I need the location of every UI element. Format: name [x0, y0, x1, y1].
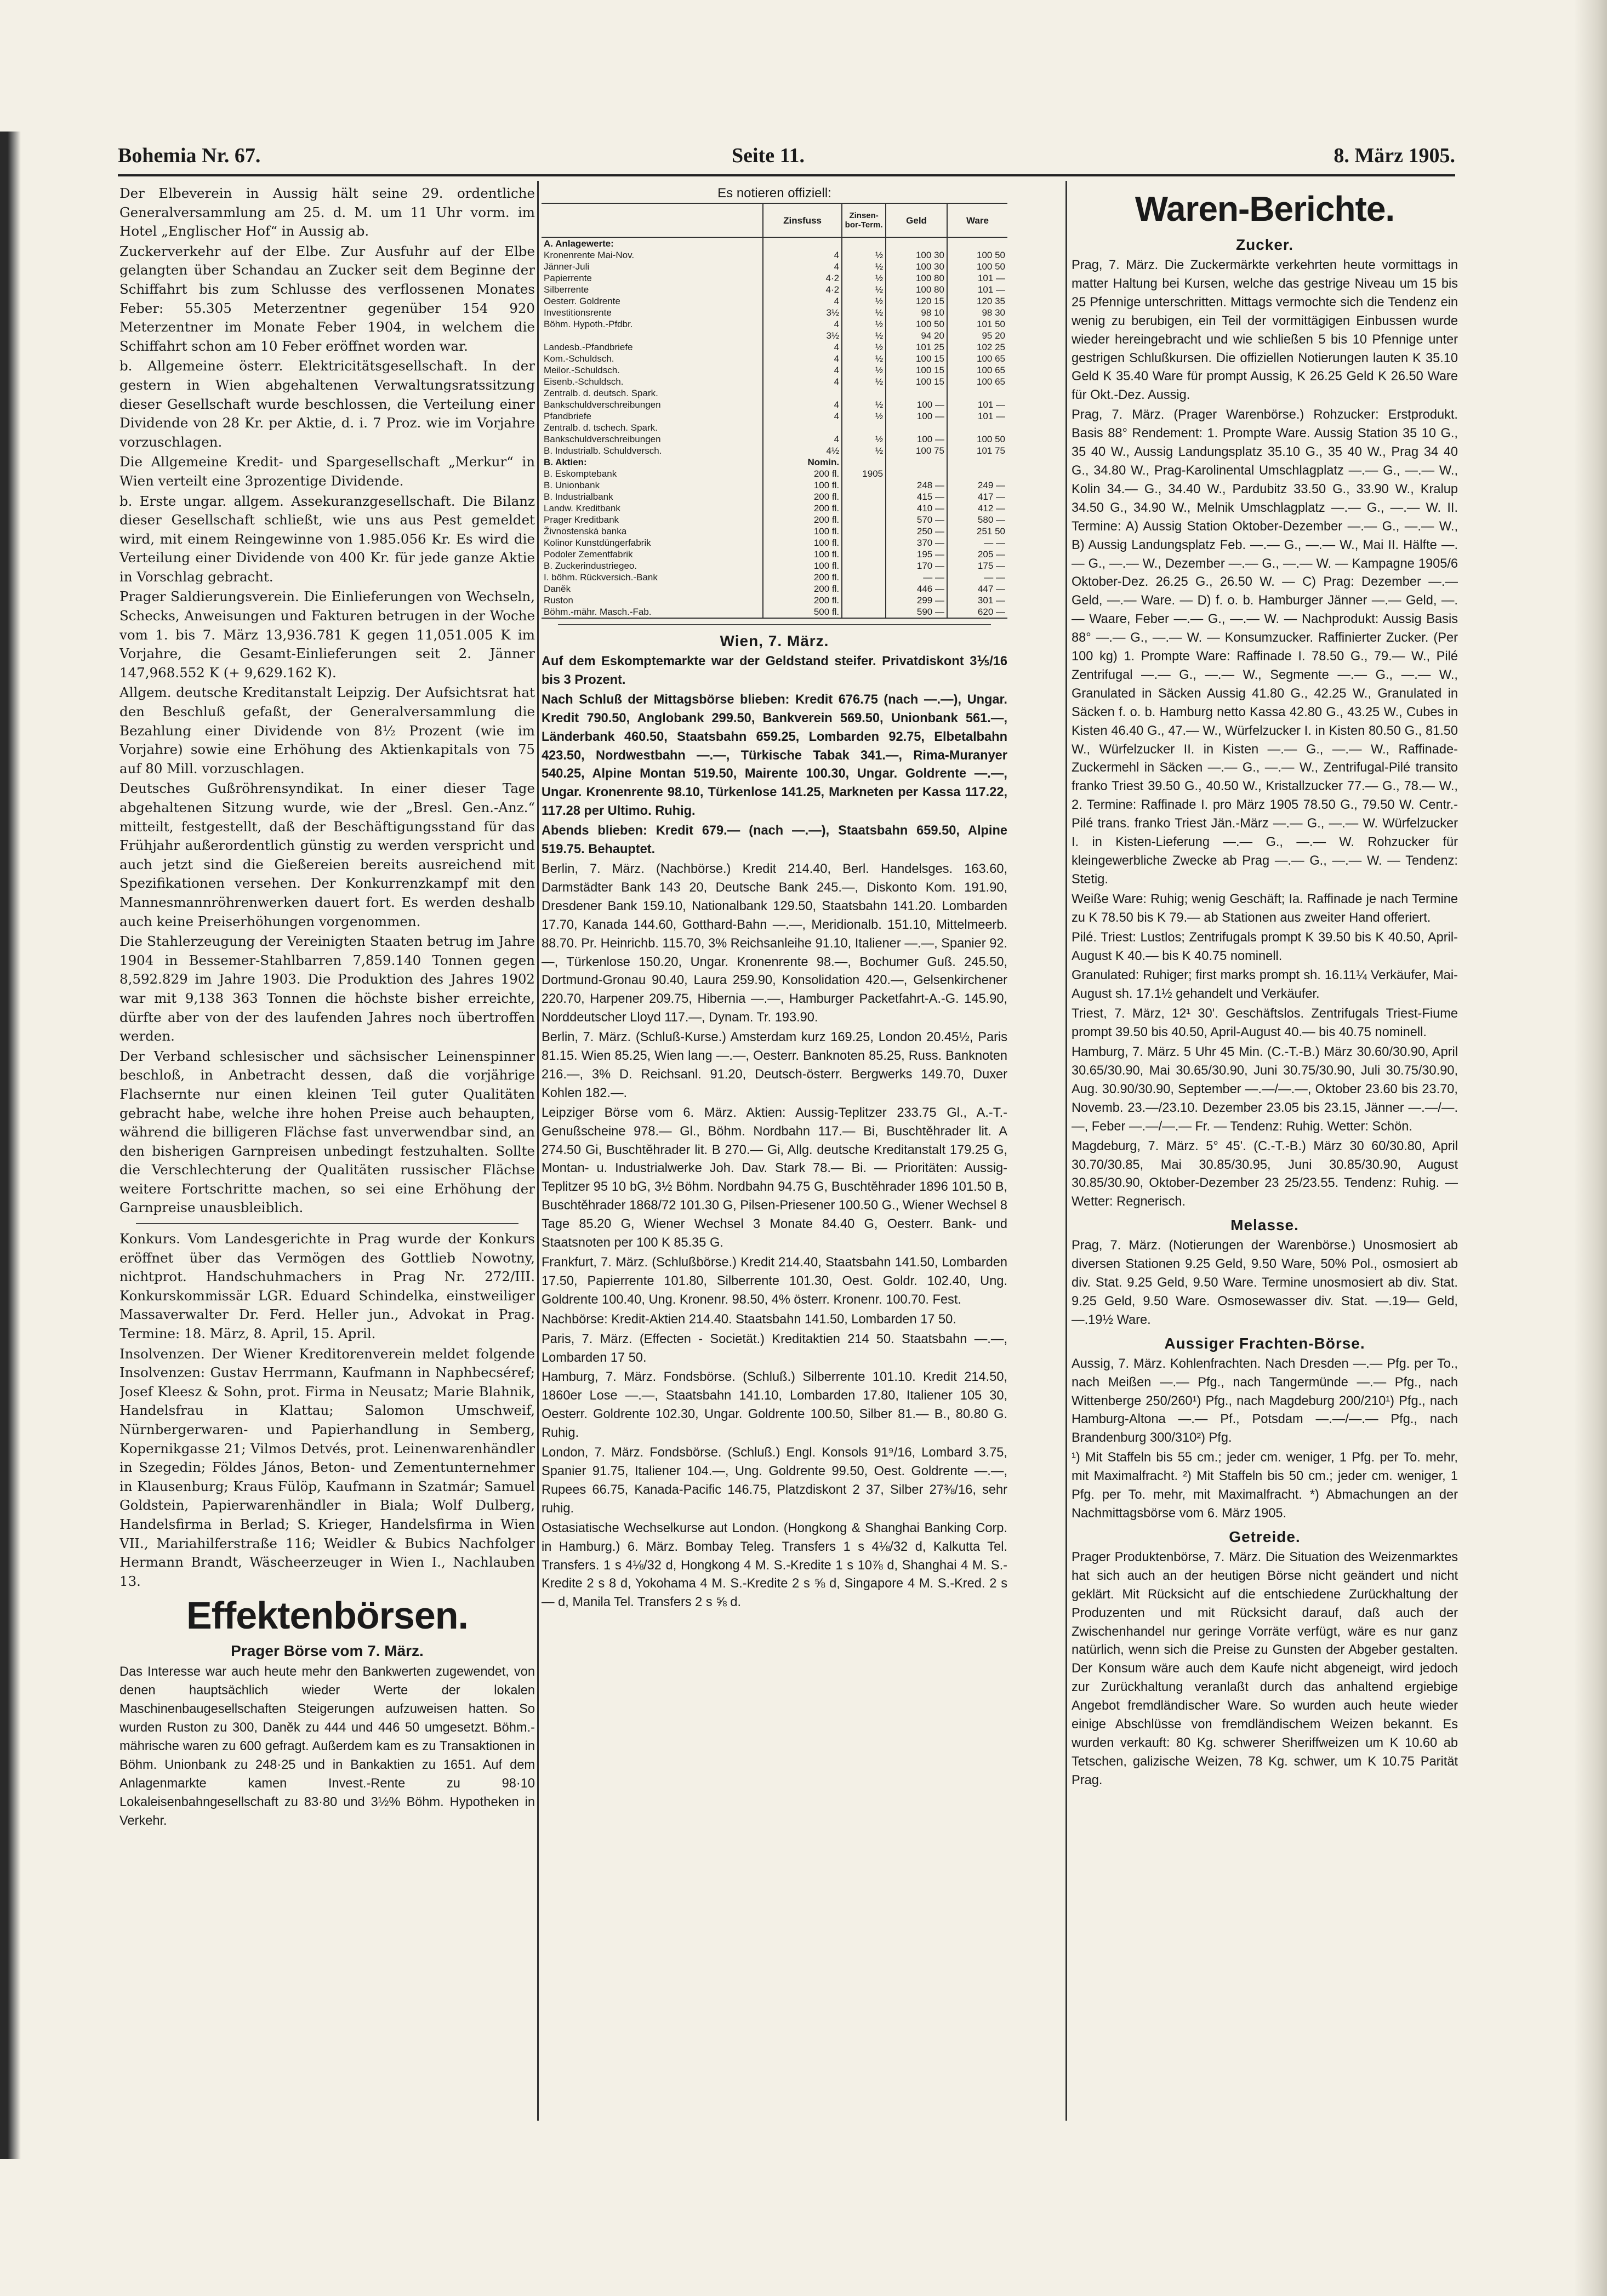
quote-ware: 301 —	[947, 595, 1007, 606]
quote-geld: 446 —	[886, 583, 947, 595]
quote-rate: 4	[763, 295, 842, 307]
zucker-granulated: Granulated: Ruhiger; first marks prompt sh. 16.11¼ Verkäufer, Mai-August sh. 17.1½ gehandelt und Verkäufer.	[1072, 968, 1458, 1002]
quote-rate: 4	[763, 433, 842, 445]
column-3	[1072, 184, 1458, 2124]
quote-row	[542, 433, 1007, 445]
quote-geld: 94 20	[886, 330, 947, 341]
quote-ware: 580 —	[947, 514, 1007, 526]
zucker-heading: Zucker.	[1235, 236, 1294, 253]
quote-geld: 100 —	[886, 399, 947, 410]
wien-heading: Wien, 7. März.	[720, 632, 829, 649]
quote-rate: 100 fl.	[763, 479, 842, 491]
section-title-effektenboersen: Effektenbörsen.	[186, 1594, 468, 1637]
quote-term	[842, 537, 886, 549]
quotes-header-term: Zinsen-bor-Term.	[842, 203, 886, 237]
melasse-text: Prag, 7. März. (Notierungen der Warenbörse.) Unosmosiert ab diversen Stationen 9.25 Geld, 9.50 Ware, 50% Pol., osmosiert ab div. Stat. 9.25 Geld, 9.50 Ware. Termine unosmosiert ab div. Stat. 9.25 Geld, 9.50 Ware. Osmosewasser div. Stat. —.19— Geld, —.19½ Ware.	[1072, 1238, 1458, 1327]
wien-text: Nach Schluß der Mittagsbörse blieben: Kredit 676.75 (nach —.—), Ungar. Kredit 790.50, Anglobank 299.50, Bankverein 569.50, Unionbank 561.—, Länderbank 460.50, Staatsbahn 659.25, Lombarden 92.75, Elbetalbahn 423.50, Nordwestbahn —.—, Türkische Tabak 341.—, Rima-Muranyer 540.25, Alpine Montan 519.50, Mairente 100.30, Ungar. Goldrente —.—, Ungar. Kronenrente 98.10, Türkenlose 141.25, Markneten per Kassa 117.22, 117.28 per Ultimo. Ruhig.	[542, 692, 1007, 819]
article-zuckerverkehr: Zuckerverkehr auf der Elbe. Zur Ausfuhr auf der Elbe gelangten über Schandau an Zucker seit dem Beginne der Schiffahrt bis zum Schlusse des verflossenen Monates Feber: 55.305 Meterzentner gegenüber 154 920 Meterzentner im Monate Feber 1904, in welchem die Schiffahrt schon am 10 Feber eröffnet worden war.	[119, 243, 535, 354]
quote-name: B. Industrialb. Schuldversch.	[544, 446, 662, 456]
quote-row	[542, 272, 1007, 284]
quote-term: ½	[842, 318, 886, 330]
quote-ware: 100 50	[947, 433, 1007, 445]
quote-ware: 101 —	[947, 410, 1007, 422]
quote-ware: 98 30	[947, 307, 1007, 318]
quote-term: ½	[842, 353, 886, 364]
quote-row	[542, 387, 1007, 399]
header-page-number: Seite 11.	[732, 144, 805, 167]
quote-row	[542, 456, 1007, 468]
quote-rate: 200 fl.	[763, 514, 842, 526]
quote-geld: 248 —	[886, 479, 947, 491]
zucker-warenboerse: Prag, 7. März. (Prager Warenbörse.) Rohzucker: Erstprodukt. Basis 88° Rendement: 1. Prompte Ware. Aussig Station 35 10 G., 35 40 W., Aussig Landungsplatz 35.10 G., 35 40 W., Prag 34 40 G., 34.80 W., Prag-Karolinental Umschlagplatz —.— G., —.— W., Kolin 34.— G., 34.40 W., Pardubitz 33.50 G., 33.90 W., Kralup 34.50 G., 34.90 W., Melnik Umschlagplatz —.— G., —.— W. II. Termine: A) Aussig Station Oktober-Dezember —.— G., —.— W., B) Aussig Landungsplatz Feb. —.— G., —.— W., Mai II. Hälfte —.— G., —.— W., Dezember —.— G., —.— W. — Kampagne 1905/6 Oktober-Dez. 26.25 G., 26.50 W. — C) Prag: Dezember —.— Geld, —.— Ware. — D) f. o. b. Hamburger Jänner —.— Geld, —.— Waare, Feber —.— G., —.— W. — Nachprodukt: Aussig Basis 88° —.— G., —.— W. — Konsumzucker. Raffinierter Zucker. (Per 100 kg) 1. Prompte Ware: Raffinade I. 78.50 G., 79.— W., Pilé Zentrifugal —.— G., —.— W., Segmente —.— G., —.— W., Granulated in Säcken Aussig 41.80 G., 42.25 W., Granulated in Säcken f. o. b. Hamburg netto Kassa 42.80 G., 43.25 W., Cubes in Kisten 46.40 G., 47.— W., Würfelzucker I. in Kisten 80.50 G., 81.50 W., Würfelzucker II. in Kisten —.— G., —.— W., Raffinade-Zuckermehl in Säcken —.— G., —.— W., Zentrifugal-Pilé transito franko Triest 39.50 G., 40.50 W., Kristallzucker 77.— G., 78.— W., 2. Termine: Raffinade I. pro März 1905 78.50 G., 79.50 W. Centr.-Pilé trans. franko Triest Jän.-März —.— G., —.— W. Würfelzucker I. in Kisten-Lieferung —.— G., —.— W. Rohzucker für kleingewerbliche Zwecke ab Prag —.— G., —.— W. — Tendenz: Stetig.	[1072, 408, 1458, 887]
quote-ware: 417 —	[947, 491, 1007, 502]
quote-name: Oesterr. Goldrente	[544, 296, 620, 306]
quote-term: ½	[842, 433, 886, 445]
quote-row	[542, 261, 1007, 272]
quote-rate: 4	[763, 261, 842, 272]
hamburg: Hamburg, 7. März. Fondsbörse. (Schluß.) Silberrente 101.10. Kredit 214.50, 1860er Lose —.—, Staatsbahn 141.10, Lombarden 17.80, Italiener 105 30, Oesterr. Goldrente 102.30, Ungar. Goldrente 100.50, Silber 81.— B., 80.80 G. Ruhig.	[542, 1370, 1007, 1441]
quotes-table-body	[542, 237, 1007, 618]
quote-term: ½	[842, 330, 886, 341]
article-elbeverein: Der Elbeverein in Aussig hält seine 29. ordentliche Generalversammlung am 25. d. M. um 11 Uhr vorm. im Hotel „Englischer Hof“ in Aussig ab.	[119, 185, 535, 239]
quote-ware	[947, 422, 1007, 433]
frankfurt: Frankfurt, 7. März. (Schlußbörse.) Kredit 214.40, Staatsbahn 141.50, Lombarden 17.50, Papierrente 101.80, Silberrente 101.30, Oest. Goldr. 102.40, Ung. Goldrente 100.40, Ung. Kronenr. 98.50, 4% österr. Kronenr. 100.70. Fest.	[542, 1255, 1007, 1307]
frachten-notes: ¹) Mit Staffeln bis 55 cm.; jeder cm. weniger, 1 Pfg. per To. mehr, mit Maximalfracht. ²) Mit Staffeln bis 50 cm.; jeder cm. weniger, 1 Pfg. per To. mehr, mit Maximalfracht. *) Abmachungen an der Nachmittagsbörse vom 6. März 1905.	[1072, 1450, 1458, 1521]
quotes-table-caption: Es notieren offiziell:	[717, 186, 831, 201]
getreide-heading: Getreide.	[1229, 1528, 1301, 1545]
quote-name: I. böhm. Rückversich.-Bank	[544, 572, 658, 582]
quote-rate: 100 fl.	[763, 549, 842, 560]
quote-name: Prager Kreditbank	[544, 515, 619, 525]
quote-row	[542, 514, 1007, 526]
header-rule	[118, 174, 1455, 176]
quote-rate: 100 fl.	[763, 526, 842, 537]
quote-rate	[763, 237, 842, 249]
quote-row	[542, 295, 1007, 307]
quote-ware: 100 65	[947, 376, 1007, 387]
column-rule-2	[1065, 181, 1067, 2121]
quote-rate: Nomin.	[763, 456, 842, 468]
divider	[558, 624, 991, 625]
quote-ware: — —	[947, 572, 1007, 583]
quote-geld: 100 15	[886, 376, 947, 387]
quote-name: Papierrente	[544, 273, 592, 283]
quote-row	[542, 237, 1007, 249]
quote-ware: 100 65	[947, 364, 1007, 376]
article-kreditanstalt-leipzig: Allgem. deutsche Kreditanstalt Leipzig. Der Aufsichtsrat hat den Beschluß gefaßt, der Generalversammlung die Bezahlung einer Dividende von 8½ Prozent (wie im Vorjahre) sowie eine Erhöhung des Aktienkapitals von 75 auf 80 Mill. vorzuschlagen.	[119, 684, 535, 776]
quote-name: Eisenb.-Schuldsch.	[544, 376, 624, 387]
quote-geld: 100 15	[886, 364, 947, 376]
quote-name: Kom.-Schuldsch.	[544, 353, 614, 364]
quote-name: Podoler Zementfabrik	[544, 549, 633, 559]
quote-rate: 200 fl.	[763, 583, 842, 595]
quote-rate: 200 fl.	[763, 468, 842, 479]
quote-ware: 95 20	[947, 330, 1007, 341]
quote-name: Investitionsrente	[544, 307, 612, 318]
quote-geld: 250 —	[886, 526, 947, 537]
quote-name: Landesb.-Pfandbriefe	[544, 342, 633, 352]
column-2	[542, 184, 1007, 2124]
quote-name: Daněk	[544, 584, 571, 594]
article-assekuranz: b. Erste ungar. allgem. Assekuranzgesellschaft. Die Bilanz dieser Gesellschaft schließt, wie uns aus Pest gemeldet wird, mit einem Reingewinne von 1.985.056 Kr. Es wird die Verteilung einer Dividende von 400 Kr. für jede ganze Aktie in Vorschlag gebracht.	[119, 493, 535, 585]
quote-term	[842, 422, 886, 433]
quote-row	[542, 318, 1007, 330]
quote-row	[542, 491, 1007, 502]
quote-geld: — —	[886, 572, 947, 583]
quote-row	[542, 583, 1007, 595]
quote-row	[542, 479, 1007, 491]
quote-name: B. Eskomptebank	[544, 469, 617, 479]
quote-rate: 200 fl.	[763, 572, 842, 583]
quote-geld: 100 80	[886, 284, 947, 295]
quote-term	[842, 237, 886, 249]
quote-term: ½	[842, 284, 886, 295]
quote-term	[842, 560, 886, 572]
quote-rate: 4	[763, 410, 842, 422]
quote-term: ½	[842, 376, 886, 387]
quote-name: Landw. Kreditbank	[544, 503, 620, 513]
quote-row	[542, 537, 1007, 549]
quote-term	[842, 502, 886, 514]
quote-ware: 175 —	[947, 560, 1007, 572]
quote-name: B. Unionbank	[544, 480, 600, 490]
quote-ware: 120 35	[947, 295, 1007, 307]
quote-ware	[947, 456, 1007, 468]
quote-name: Kronenrente Mai-Nov.	[544, 250, 635, 260]
quote-term	[842, 583, 886, 595]
quote-name: B. Zuckerindustriegeo.	[544, 561, 637, 571]
quote-term	[842, 572, 886, 583]
page-header	[118, 144, 1455, 171]
quote-name: A. Anlagewerte:	[544, 238, 614, 249]
quote-ware: 102 25	[947, 341, 1007, 353]
quote-ware: 101 75	[947, 445, 1007, 456]
quote-row	[542, 422, 1007, 433]
quote-ware	[947, 387, 1007, 399]
quote-ware: 205 —	[947, 549, 1007, 560]
quote-name: Zentralb. d. tschech. Spark.	[544, 422, 658, 433]
quote-rate	[763, 422, 842, 433]
zucker-pile: Pilé. Triest: Lustlos; Zentrifugals prompt K 39.50 bis K 40.50, April-August K 40.— bis K 40.75 nominell.	[1072, 930, 1458, 963]
quote-term	[842, 526, 886, 537]
quote-rate: 4	[763, 364, 842, 376]
quote-geld: 100 30	[886, 261, 947, 272]
quote-term	[842, 491, 886, 502]
berlin-nachboerse: Berlin, 7. März. (Nachbörse.) Kredit 214.40, Berl. Handelsges. 163.60, Darmstädter Bank 143 20, Deutsche Bank 245.—, Diskonto Kom. 191.90, Dresdener Bank 159.10, Nationalbank 129.50, Staatsbahn 141.20. Lombarden 17.70, Kanada 144.60, Gotthard-Bahn —.—, Meridionalb. 151.10, Mittelmeerb. 88.70. Pr. Heinrichb. 115.70, 3% Reichsanleihe 91.10, Italiener —.—, Spanier 92.—, Türkenlose 150.20, Ungar. Kronenrente 98.—, Bochumer Guß. 245.50, Dortmund-Gronau 90.40, Laura 259.90, Konsolidation 420.—, Gelsenkirchener 220.70, Harpener 209.75, Hibernia —.—, Hamburger Packetfahrt-A.-G. 145.90, Norddeutscher Lloyd 117.—, Dynam. Tr. 193.90.	[542, 861, 1007, 1025]
quote-rate: 200 fl.	[763, 595, 842, 606]
quote-row	[542, 284, 1007, 295]
quote-row	[542, 330, 1007, 341]
quote-term: ½	[842, 341, 886, 353]
quote-row	[542, 572, 1007, 583]
zucker-hamburg: Hamburg, 7. März. 5 Uhr 45 Min. (C.-T.-B.) März 30.60/30.90, April 30.65/30.90, Mai 30.65/30.90, Juni 30.75/30.90, Juli 30.75/30.90, Aug. 30.90/30.90, September —.—/—.—, Oktober 23.60 bis 23.70, Novemb. 23.—/23.10. Dezember 23.05 bis 23.15, Jänner —.—/—.—, Feber —.—/—.— Fr. — Tendenz: Ruhig. Wetter: Schön.	[1072, 1045, 1458, 1134]
quote-geld: 101 25	[886, 341, 947, 353]
quote-rate: 4	[763, 318, 842, 330]
article-merkur: Die Allgemeine Kredit- und Spargesellschaft „Merkur“ in Wien verteilt eine 3prozentige Dividende.	[119, 454, 535, 489]
quote-ware: 251 50	[947, 526, 1007, 537]
quote-row	[542, 341, 1007, 353]
quote-row	[542, 249, 1007, 261]
quote-geld: 100 30	[886, 249, 947, 261]
left-binding-edge	[0, 132, 21, 2159]
quote-term: ½	[842, 445, 886, 456]
article-stahlerzeugung: Die Stahlerzeugung der Vereinigten Staaten betrug im Jahre 1904 in Bessemer-Stahlbarren 7,859.140 Tonnen gegen 8,592.829 im Jahre 1903. Die Produktion des Jahres 1902 war mit 9,138 363 Tonnen die höchste bisher erreichte, dürfte aber von der des laufenden Jahres noch übertroffen werden.	[119, 933, 535, 1044]
article-konkurs: Konkurs. Vom Landesgerichte in Prag wurde der Konkurs eröffnet über das Vermögen des Gottlieb Nowotny, nichtprot. Handschuhmachers in Prag Nr. 272/III. Konkurskommissär LGR. Eduard Schindelka, einstweiliger Massaverwalter Dr. Ferd. Heller jun., Advokat in Prag. Termine: 18. März, 8. April, 15. April.	[119, 1231, 535, 1342]
quote-term: 1905	[842, 468, 886, 479]
quote-rate: 3½	[763, 307, 842, 318]
zucker-triest: Triest, 7. März, 12¹ 30'. Geschäftslos. Zentrifugals Triest-Fiume prompt 39.50 bis 40.50, April-August 40.— bis 40.75 nominell.	[1072, 1007, 1458, 1040]
zucker-prag: Prag, 7. März. Die Zuckermärkte verkehrten heute vormittags in matter Haltung bei Kursen, welche das gestrige Niveau um 15 bis 25 Pfennige unterschritten. Mittags vermochte sich die Tendenz ein wenig zu berubigen, ein Teil der vormittägigen Einbussen wurde wieder hereingebracht und wie schließen 5 bis 10 Pfennige unter gestrigen Schlußkursen. Die offiziellen Notierungen lauten K 35.10 Geld K 35.40 Ware für prompt Aussig, K 26.25 Geld K 26.50 Ware für Okt.-Dez. Aussig.	[1072, 258, 1458, 403]
quote-term	[842, 479, 886, 491]
quote-geld: 100 80	[886, 272, 947, 284]
quote-geld	[886, 237, 947, 249]
quote-name: Böhm. Hypoth.-Pfdbr.	[544, 319, 633, 329]
quote-geld	[886, 422, 947, 433]
quote-term: ½	[842, 295, 886, 307]
quote-name: Jänner-Juli	[544, 261, 590, 272]
quote-ware: 100 65	[947, 353, 1007, 364]
quote-geld: 100 50	[886, 318, 947, 330]
quote-rate: 100 fl.	[763, 537, 842, 549]
quote-term	[842, 606, 886, 618]
quote-term	[842, 514, 886, 526]
london: London, 7. März. Fondsbörse. (Schluß.) Engl. Konsols 91⁹/16, Lombard 3.75, Spanier 91.75, Italiener 104.—, Ung. Goldrente 99.50, Oest. Goldrente —.—, Rupees 66.75, Kanada-Pacific 146.75, Platzdiskont 2 37, Silber 27⅜/16, sehr ruhig.	[542, 1446, 1007, 1516]
prager-boerse-heading: Prager Börse vom 7. März.	[231, 1642, 424, 1660]
header-issue: Bohemia Nr. 67.	[118, 144, 261, 167]
quote-row	[542, 353, 1007, 364]
quote-ware	[947, 237, 1007, 249]
quote-geld: 100 15	[886, 353, 947, 364]
quote-ware: 101 —	[947, 284, 1007, 295]
quote-term	[842, 387, 886, 399]
quote-geld	[886, 387, 947, 399]
quote-ware: 412 —	[947, 502, 1007, 514]
quotes-header-ware: Ware	[947, 203, 1007, 237]
quote-geld	[886, 456, 947, 468]
getreide-text: Prager Produktenbörse, 7. März. Die Situation des Weizenmarktes hat sich auch an der heutigen Börse nicht geändert und nicht geklärt. Mit Rücksicht auf die entschiedene Zurückhaltung der Produzenten und mit Rücksicht darauf, daß auch der Zwischenhandel nur geringe Vorräte verfügt, wäre es nur ganz natürlich, wenn sich die Preise zu Gunsten der Abgeber gestalten. Der Konsum wäre auch dem Kaufe nicht abgeneigt, wird jedoch zur Zurückhaltung veranlaßt durch das anhaltend ergiebige Angebot fremdländischer Ware. So wurden auch heute wieder einige Abschlüsse von fremdländischem Weizen bekannt. Es wurden verkauft: 80 Kg. schwerer Sheriffweizen um K 10.60 ab Tetschen, galizische Weizen, 78 Kg. schwer, um K 10.75 Parität Prag.	[1072, 1550, 1458, 1787]
zucker-weisse-ware: Weiße Ware: Ruhig; wenig Geschäft; Ia. Raffinade je nach Termine zu K 78.50 bis K 79.— ab Stationen aus zweiter Hand offeriert.	[1072, 892, 1458, 925]
prager-boerse-text: Das Interesse war auch heute mehr den Bankwerten zugewendet, von denen hauptsächlich wieder Werte der lokalen Maschinenbaugesellschaften Steigerungen aufzuweisen hatten. So wurden Ruston zu 300, Daněk zu 444 und 446 50 umgesetzt. Böhm.-mährische waren zu 600 gefragt. Außerdem kam es zu Transaktionen in Böhm. Unionbank zu 248·25 und in Bankaktien zu 1651. Auf dem Anlagenmarkte kamen Invest.-Rente zu 98·10 Lokaleisenbahngesellschaft zu 83·80 und 3½% Böhm. Hypotheken in Verkehr.	[119, 1665, 535, 1828]
quote-row	[542, 376, 1007, 387]
quote-ware: — —	[947, 537, 1007, 549]
quote-geld: 100 —	[886, 433, 947, 445]
quote-rate	[763, 387, 842, 399]
quote-name: Bankschuldverschreibungen	[544, 399, 661, 410]
quote-row	[542, 468, 1007, 479]
quote-geld: 590 —	[886, 606, 947, 618]
quote-geld: 195 —	[886, 549, 947, 560]
column-1	[119, 184, 535, 2124]
quote-geld	[886, 468, 947, 479]
quote-row	[542, 502, 1007, 514]
quote-name: Kolinor Kunstdüngerfabrik	[544, 538, 651, 548]
quote-name: Ruston	[544, 595, 573, 606]
quote-geld: 98 10	[886, 307, 947, 318]
frachten-heading: Aussiger Frachten-Börse.	[1164, 1334, 1365, 1352]
quote-geld: 570 —	[886, 514, 947, 526]
quote-term: ½	[842, 364, 886, 376]
quote-term: ½	[842, 272, 886, 284]
quotes-table	[542, 203, 1007, 619]
quote-ware: 100 50	[947, 261, 1007, 272]
quote-term: ½	[842, 307, 886, 318]
quote-geld: 410 —	[886, 502, 947, 514]
quote-geld: 415 —	[886, 491, 947, 502]
quote-term	[842, 456, 886, 468]
quote-geld: 100 75	[886, 445, 947, 456]
quote-name: Bankschuldverschreibungen	[544, 434, 661, 444]
quote-ware: 101 —	[947, 399, 1007, 410]
quote-ware	[947, 468, 1007, 479]
quote-rate: 4	[763, 341, 842, 353]
quote-rate: 200 fl.	[763, 491, 842, 502]
quote-rate: 4	[763, 399, 842, 410]
quote-geld: 299 —	[886, 595, 947, 606]
article-insolvenzen: Insolvenzen. Der Wiener Kreditorenverein meldet folgende Insolvenzen: Gustav Herrmann, Kaufmann in Naphbecséref; Josef Kleesz & Sohn, prot. Firma in Neusatz; Marie Blahnik, Handelsfrau in Klattau; Salomon Umschweif, Nürnbergerwaren- und Papierhandlung in Semberg, Kopernikgasse 21; Vilmos Detvés, prot. Leinenwarenhändler in Szegedin; Földes János, Beton- und Zementunternehmer in Klausenburg; Kraus Fülöp, Kaufmann in Szatmár; Samuel Goldstein, Papierwarenhändler in Biala; Wolf Dulberg, Handelsfirma in Berlad; S. Krieger, Handelsfirma in Wien VII., Mariahilferstraße 116; Weidler & Bubics Nachfolger Hermann Brandt, Wäscheerzeuger in Wien I., Nachlauben 13.	[119, 1345, 535, 1589]
wien-intro: Auf dem Eskomptemarkte war der Geldstand steifer. Privatdiskont 3⅕/16 bis 3 Prozent.	[542, 654, 1007, 687]
quote-rate: 4	[763, 249, 842, 261]
quote-term: ½	[842, 261, 886, 272]
quote-ware: 101 —	[947, 272, 1007, 284]
quote-rate: 4·2	[763, 284, 842, 295]
quote-row	[542, 549, 1007, 560]
leipziger-boerse: Leipziger Börse vom 6. März. Aktien: Aussig-Teplitzer 233.75 Gl., A.-T.-Genußscheine 978.— Gl., Böhm. Nordbahn 117.— Bi, Buschtěhrader lit. A 274.50 Gi, Buschtěhrader lit. B 270.— Gi, Allg. deutsche Kreditanstalt 179.25 G, Montan- u. Industrialwerke Joh. Dav. Stark 78.— Bi. — Prioritäten: Aussig-Teplitzer 95 10 bG, 3½ Böhm. Nordbahn 94.75 G, Buschtěhrader 1896 101.50 B, Buschtěhrader 1868/72 101.30 G, Pilsen-Priesener 100.50 G., Wiener Wechsel 8 Tage 85.20 G, Wiener Wechsel 3 Monate 84.40 G, Oesterr. Bank- und Staatsnoten per 100 K 85.35 G.	[542, 1105, 1007, 1250]
quote-rate: 4	[763, 353, 842, 364]
quote-name: B. Aktien:	[544, 457, 587, 467]
quote-rate: 4	[763, 376, 842, 387]
quotes-header-name	[542, 203, 763, 237]
quote-geld: 170 —	[886, 560, 947, 572]
quote-geld: 100 —	[886, 410, 947, 422]
quote-geld: 370 —	[886, 537, 947, 549]
quote-row	[542, 560, 1007, 572]
frachten-text: Aussig, 7. März. Kohlenfrachten. Nach Dresden —.— Pfg. per To., nach Meißen —.— Pfg., nach Tangermünde —.— Pfg., nach Wittenberge 250/260¹) Pfg., nach Magdeburg 200/210¹) Pfg., nach Hamburg-Altona —.— Pf., Potsdam —.—/—.— Pfg., nach Brandenburg 300/310²) Pfg.	[1072, 1356, 1458, 1446]
quote-term: ½	[842, 399, 886, 410]
header-date: 8. März 1905.	[1334, 144, 1455, 167]
quote-rate: 500 fl.	[763, 606, 842, 618]
quote-ware: 620 —	[947, 606, 1007, 618]
quote-row	[542, 526, 1007, 537]
quote-name: Živnostenská banka	[544, 526, 627, 536]
ostasiatische-wechselkurse: Ostasiatische Wechselkurse aut London. (Hongkong & Shanghai Banking Corp. in Hamburg.) 6. März. Bombay Teleg. Transfers 1 s 4⅛/32 d, Kalkutta Tel. Transfers. 1 s 4⅛/32 d, Hongkong 4 M. S.-Kredite 1 s 10⅞ d, Shanghai 4 M. S.-Kredite 2 s 8 d, Yokohama 4 M. S.-Kredite 2 s ⅝ d, Singapore 4 M. S.-Kred. 2 s — d, Manila Tel. Transfers 2 s ⅝ d.	[542, 1521, 1007, 1610]
column-rule-1	[537, 181, 539, 2121]
quote-row	[542, 595, 1007, 606]
quote-name: Silberrente	[544, 284, 589, 295]
quote-rate: 3½	[763, 330, 842, 341]
quote-rate: 100 fl.	[763, 560, 842, 572]
quote-ware: 101 50	[947, 318, 1007, 330]
quote-ware: 447 —	[947, 583, 1007, 595]
berlin-schlusskurse: Berlin, 7. März. (Schluß-Kurse.) Amsterdam kurz 169.25, London 20.45½, Paris 81.15. Wien 85.25, Wien lang —.—, Oesterr. Banknoten 85.25, Russ. Banknoten 216.—, 3% D. Reichsanl. 91.20, Deutsch-österr. Bergwerks 149.70, Duxer Kohlen 182.—.	[542, 1030, 1007, 1100]
quote-row	[542, 307, 1007, 318]
quotes-header-rate: Zinsfuss	[763, 203, 842, 237]
quote-name: B. Industrialbank	[544, 492, 613, 502]
quote-term	[842, 595, 886, 606]
quote-row	[542, 399, 1007, 410]
wien-abends: Abends blieben: Kredit 679.— (nach —.—), Staatsbahn 659.50, Alpine 519.75. Behauptet.	[542, 824, 1007, 857]
quote-term: ½	[842, 249, 886, 261]
quote-name: Böhm.-mähr. Masch.-Fab.	[544, 607, 652, 617]
quote-rate: 4·2	[763, 272, 842, 284]
quote-geld: 120 15	[886, 295, 947, 307]
quote-name: Pfandbriefe	[544, 411, 591, 421]
article-gussroehrensyndikat: Deutsches Gußröhrensyndikat. In einer dieser Tage abgehaltenen Sitzung wurde, wie der „Bresl. Gen.-Anz.“ mitteilt, festgestellt, daß der Beschäftigungsstand für das Frühjahr außerordentlich günstig zu werden verspricht und auch jetzt sind die Gießereien bereits ausreichend mit Spezifikationen versehen. Der Konkurrenzkampf mit den Mannesmannröhrenwerken dauert fort. Es werden deshalb auch keine Preiserhöhungen vorgenommen.	[119, 780, 535, 929]
quote-ware: 100 50	[947, 249, 1007, 261]
divider	[136, 1223, 518, 1224]
quote-row	[542, 445, 1007, 456]
melasse-heading: Melasse.	[1230, 1216, 1299, 1234]
quote-name: Meilor.-Schuldsch.	[544, 365, 620, 375]
frankfurt-nachboerse: Nachbörse: Kredit-Aktien 214.40. Staatsbahn 141.50, Lombarden 17 50.	[542, 1312, 956, 1327]
quote-row	[542, 606, 1007, 618]
quote-row	[542, 364, 1007, 376]
quote-rate: 4½	[763, 445, 842, 456]
paris: Paris, 7. März. (Effecten - Societät.) Kreditaktien 214 50. Staatsbahn —.—, Lombarden 17 50.	[542, 1332, 1007, 1365]
quote-rate: 200 fl.	[763, 502, 842, 514]
article-leinenspinner: Der Verband schlesischer und sächsischer Leinenspinner beschloß, in Anbetracht dessen, daß die vorjährige Flachsernte nur einen kleinen Teil guter Qualitäten gebracht habe, welche ihre hohen Preise auch behaupten, während die billigeren Flächse fast unverwendbar sind, an den bisherigen Garnpreisen unbedingt festzuhalten. Sollte die Verschlechterung der Qualitäten russischer Flächse weitere Fortschritte machen, so sei eine Erhöhung der Garnpreise unausbleiblich.	[119, 1048, 535, 1216]
right-page-edge	[1574, 0, 1607, 2296]
article-elektricitaet: b. Allgemeine österr. Elektricitätsgesellschaft. In der gestern in Wien abgehaltenen Verwaltungsratssitzung dieser Gesellschaft wurde beschlossen, die Verteilung einer Dividende von 28 Kr. per Aktie, d. i. 7 Proz. wie im Vorjahre vorzuschlagen.	[119, 358, 535, 450]
quote-name: Zentralb. d. deutsch. Spark.	[544, 388, 658, 398]
quote-row	[542, 410, 1007, 422]
quote-ware: 249 —	[947, 479, 1007, 491]
zucker-magdeburg: Magdeburg, 7. März. 5° 45'. (C.-T.-B.) März 30 60/30.80, April 30.70/30.85, Mai 30.85/30.95, Juni 30.85/30.90, August 30.85/30.90, Oktober-Dezember 23 25/23.55. Tendenz: Ruhig. — Wetter: Regnerisch.	[1072, 1139, 1458, 1209]
section-title-warenberichte: Waren-Berichte.	[1135, 189, 1395, 229]
quote-name	[542, 330, 763, 341]
article-saldierungsverein: Prager Saldierungsverein. Die Einlieferungen von Wechseln, Schecks, Anweisungen und Fakturen betrugen in der Woche vom 1. bis 7. März 13,936.781 K gegen 11,051.005 K im Vorjahre, die Gesamt-Einlieferungen seit 2. Jänner 147,968.552 K (+ 9,629.162 K).	[119, 589, 535, 681]
quote-term	[842, 549, 886, 560]
quotes-header-geld: Geld	[886, 203, 947, 237]
quote-term: ½	[842, 410, 886, 422]
